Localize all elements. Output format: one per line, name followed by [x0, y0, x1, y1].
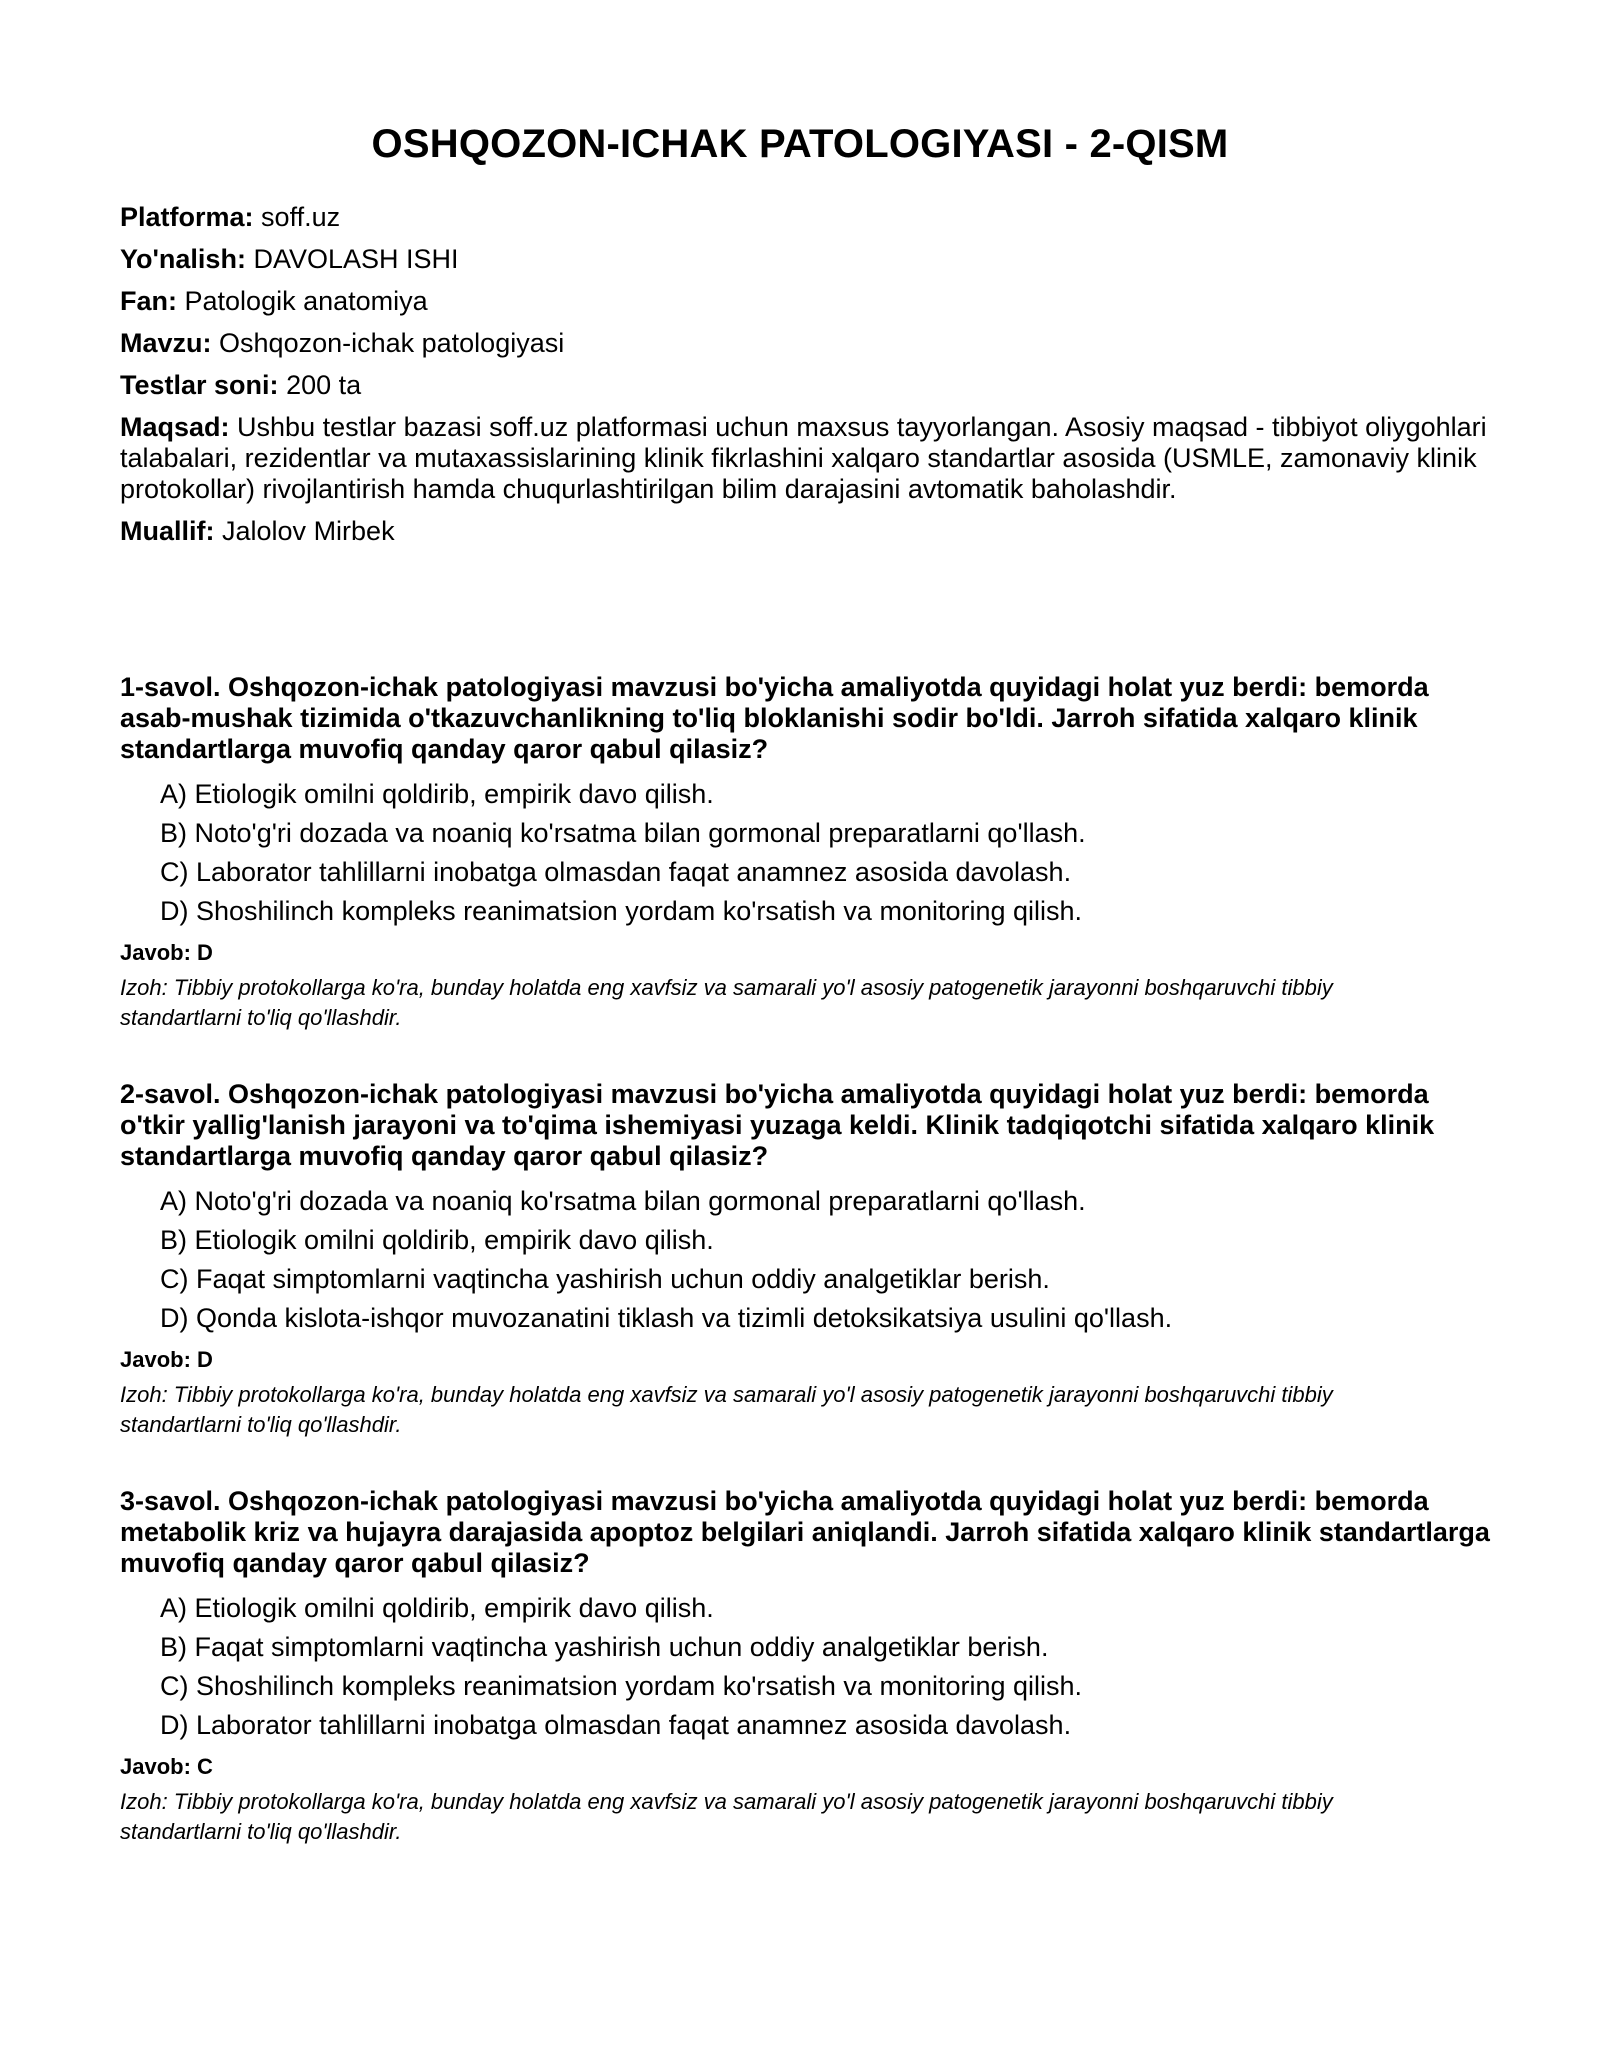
- meta-label: Testlar soni:: [120, 370, 279, 400]
- question-text: 1-savol. Oshqozon-ichak patologiyasi mavzusi bo'yicha amaliyotda quyidagi holat yuz berdi: bemorda asab-mushak tizimida o'tkazuvchanlikning to'liq bloklanishi sodir bo'ldi. Jarroh sifatida xalqaro klinik standartlarga muvofiq qanday qaror qabul qilasiz?: [120, 672, 1429, 764]
- questions-list: [120, 672, 1490, 1893]
- meta-value: Jalolov Mirbek: [222, 516, 395, 546]
- meta-row-mavzu: [120, 328, 1490, 359]
- explanation-note: Izoh: Tibbiy protokollarga ko'ra, bunday holatda eng xavfsiz va samarali yo'l asosiy patogenetik jarayonni boshqaruvchi tibbiy standartlarni to'liq qo'llashdir.: [120, 1382, 1333, 1437]
- meta-row-platforma: [120, 202, 1490, 233]
- meta-label: Platforma:: [120, 202, 254, 232]
- answer-option-a: A) Etiologik omilni qoldirib, empirik davo qilish.: [160, 779, 714, 809]
- question-1: [120, 672, 1490, 1079]
- page-title: OSHQOZON-ICHAK PATOLOGIYASI - 2-QISM: [371, 122, 1229, 166]
- meta-value: Oshqozon-ichak patologiyasi: [219, 328, 565, 358]
- meta-row-maqsad: [120, 412, 1490, 505]
- meta-row-testlar-soni: [120, 370, 1490, 401]
- answer-option-c: C) Faqat simptomlarni vaqtincha yashirish uchun oddiy analgetiklar berish.: [160, 1264, 1050, 1294]
- question-2: [120, 1079, 1490, 1486]
- meta-value: soff.uz: [261, 202, 341, 232]
- answer-option-d: D) Laborator tahlillarni inobatga olmasdan faqat anamnez asosida davolash.: [160, 1710, 1072, 1740]
- answer-option-c: C) Shoshilinch kompleks reanimatsion yordam ko'rsatish va monitoring qilish.: [160, 1671, 1083, 1701]
- question-text: 2-savol. Oshqozon-ichak patologiyasi mavzusi bo'yicha amaliyotda quyidagi holat yuz berdi: bemorda o'tkir yallig'lanish jarayoni va to'qima ishemiyasi yuzaga keldi. Klinik tadqiqotchi sifatida xalqaro klinik standartlarga muvofiq qanday qaror qabul qilasiz?: [120, 1079, 1435, 1171]
- explanation-note: Izoh: Tibbiy protokollarga ko'ra, bunday holatda eng xavfsiz va samarali yo'l asosiy patogenetik jarayonni boshqaruvchi tibbiy standartlarni to'liq qo'llashdir.: [120, 1789, 1333, 1844]
- meta-label: Fan:: [120, 286, 177, 316]
- meta-row-yonalish: [120, 244, 1490, 275]
- meta-label: Yo'nalish:: [120, 244, 246, 274]
- meta-value: Ushbu testlar bazasi soff.uz platformasi uchun maxsus tayyorlangan. Asosiy maqsad - tibbiyot oliygohlari talabalari, rezidentlar va mutaxassislarining klinik fikrlashini xalqaro standartlar asosida (USMLE, zamonaviy klinik protokollar) rivojlantirish hamda chuqurlashtirilgan bilim darajasini avtomatik baholashdir.: [120, 412, 1487, 504]
- answer-option-d: D) Qonda kislota-ishqor muvozanatini tiklash va tizimli detoksikatsiya usulini qo'llash.: [160, 1303, 1173, 1333]
- correct-answer: Javob: D: [120, 940, 213, 965]
- answer-option-a: A) Etiologik omilni qoldirib, empirik davo qilish.: [160, 1593, 714, 1623]
- meta-value: 200 ta: [286, 370, 362, 400]
- answer-option-b: B) Noto'g'ri dozada va noaniq ko'rsatma bilan gormonal preparatlarni qo'llash.: [160, 818, 1086, 848]
- meta-row-muallif: [120, 516, 1490, 547]
- answer-option-b: B) Faqat simptomlarni vaqtincha yashirish uchun oddiy analgetiklar berish.: [160, 1632, 1049, 1662]
- answer-option-b: B) Etiologik omilni qoldirib, empirik davo qilish.: [160, 1225, 714, 1255]
- meta-value: DAVOLASH ISHI: [253, 244, 459, 274]
- meta-row-fan: [120, 286, 1490, 317]
- answer-option-a: A) Noto'g'ri dozada va noaniq ko'rsatma bilan gormonal preparatlarni qo'llash.: [160, 1186, 1086, 1216]
- correct-answer: Javob: D: [120, 1347, 213, 1372]
- metadata-section: [120, 202, 1490, 558]
- meta-label: Mavzu:: [120, 328, 212, 358]
- meta-value: Patologik anatomiya: [184, 286, 428, 316]
- answer-option-d: D) Shoshilinch kompleks reanimatsion yordam ko'rsatish va monitoring qilish.: [160, 896, 1083, 926]
- question-3: [120, 1486, 1490, 1893]
- answer-option-c: C) Laborator tahlillarni inobatga olmasdan faqat anamnez asosida davolash.: [160, 857, 1072, 887]
- question-text: 3-savol. Oshqozon-ichak patologiyasi mavzusi bo'yicha amaliyotda quyidagi holat yuz berdi: bemorda metabolik kriz va hujayra darajasida apoptoz belgilari aniqlandi. Jarroh sifatida xalqaro klinik standartlarga muvofiq qanday qaror qabul qilasiz?: [120, 1486, 1490, 1578]
- correct-answer: Javob: C: [120, 1754, 213, 1779]
- meta-label: Maqsad:: [120, 412, 230, 442]
- explanation-note: Izoh: Tibbiy protokollarga ko'ra, bunday holatda eng xavfsiz va samarali yo'l asosiy patogenetik jarayonni boshqaruvchi tibbiy standartlarni to'liq qo'llashdir.: [120, 975, 1333, 1030]
- meta-label: Muallif:: [120, 516, 215, 546]
